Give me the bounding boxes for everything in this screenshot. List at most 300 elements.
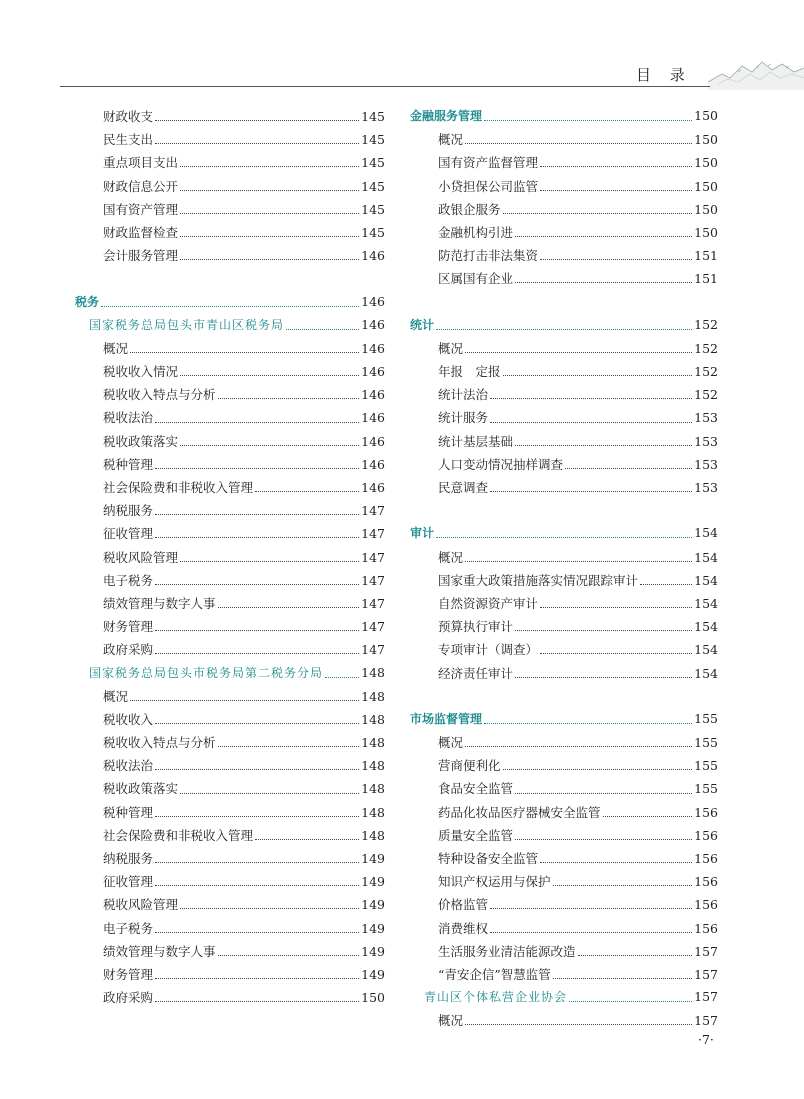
toc-entry-title: “青安企信”智慧监管: [438, 966, 551, 982]
toc-entry-title: 消费维权: [438, 920, 489, 936]
toc-entry[interactable]: [75, 756, 385, 779]
page-header-title: 目 录: [636, 66, 692, 84]
toc-leader-dots: [180, 561, 359, 562]
toc-leader-dots: [180, 908, 359, 909]
toc-entry-title: 财政收支: [103, 109, 154, 124]
toc-entry-title: 特种设备安全监管: [438, 851, 539, 866]
toc-entry[interactable]: [410, 223, 718, 246]
toc-leader-dots: [255, 491, 359, 492]
toc-entry-title: 税收收入: [103, 711, 154, 727]
toc-leader-dots: [465, 561, 692, 562]
toc-entry-title: 税收风险管理: [103, 897, 179, 913]
toc-entry-title: 概况: [438, 340, 464, 356]
toc-leader-dots: [553, 978, 692, 979]
toc-leader-dots: [465, 746, 692, 747]
toc-leader-dots: [490, 422, 692, 423]
toc-entry[interactable]: [410, 362, 718, 385]
toc-page-number: 156: [694, 827, 718, 843]
toc-leader-dots: [490, 908, 692, 909]
toc-leader-dots: [490, 398, 692, 399]
toc-page-number: 149: [361, 874, 385, 890]
toc-page-number: 149: [361, 966, 385, 982]
toc-page-number: 154: [694, 549, 718, 565]
toc-entry[interactable]: [410, 803, 718, 826]
toc-page-number: 156: [694, 851, 718, 866]
toc-page-number: 148: [361, 781, 385, 797]
toc-entry[interactable]: [410, 872, 718, 895]
toc-page-number: 154: [694, 525, 718, 541]
toc-entry[interactable]: [75, 849, 385, 872]
toc-entry-title: 金融机构引进: [438, 224, 514, 240]
toc-leader-dots: [218, 398, 360, 399]
toc-page-number: 145: [361, 132, 385, 148]
toc-entry[interactable]: [75, 524, 385, 547]
toc-left-column: [75, 107, 385, 1011]
toc-page-number: 152: [694, 387, 718, 403]
toc-page-number: 150: [694, 132, 718, 148]
toc-entry[interactable]: [410, 664, 718, 687]
toc-entry-title: 金融服务管理: [410, 109, 483, 123]
toc-entry-title: 防范打击非法集资: [438, 248, 539, 264]
toc-page-number: 153: [694, 456, 718, 472]
toc-leader-dots: [540, 653, 692, 654]
toc-leader-dots: [218, 607, 360, 608]
toc-leader-dots: [155, 978, 359, 979]
toc-entry[interactable]: [410, 455, 718, 478]
toc-page-number: 147: [361, 619, 385, 635]
toc-page-number: 150: [361, 990, 385, 1006]
toc-entry-title: 国有资产监督管理: [438, 155, 539, 171]
toc-entry[interactable]: [410, 408, 718, 431]
toc-entry-title: 统计: [410, 317, 435, 332]
toc-entry-title: 社会保险费和非税收入管理: [103, 827, 254, 843]
toc-entry[interactable]: [75, 455, 385, 478]
toc-page-number: 150: [694, 108, 718, 123]
toc-entry-title: 概况: [438, 1013, 464, 1029]
toc-page-number: 150: [694, 201, 718, 217]
toc-leader-dots: [286, 329, 359, 330]
toc-leader-dots: [155, 653, 359, 654]
toc-entry[interactable]: [410, 339, 718, 362]
toc-page-number: 157: [694, 1013, 718, 1029]
toc-entry-title: 经济责任审计: [438, 665, 514, 681]
toc-leader-dots: [515, 630, 692, 631]
toc-entry[interactable]: [410, 779, 718, 802]
toc-entry-title: 税收收入特点与分析: [103, 387, 216, 403]
toc-entry[interactable]: [75, 548, 385, 571]
toc-page-number: 148: [361, 688, 385, 704]
toc-leader-dots: [640, 584, 692, 585]
toc-entry-title: 纳税服务: [103, 503, 154, 519]
toc-entry-title: 绩效管理与数字人事: [103, 595, 216, 611]
toc-entry-title: 区属国有企业: [438, 271, 514, 287]
toc-leader-dots: [515, 793, 692, 794]
toc-entry[interactable]: [75, 385, 385, 408]
toc-page-number: 150: [694, 155, 718, 171]
toc-entry-title: 统计法治: [438, 387, 489, 403]
section-spacer: [75, 269, 385, 292]
toc-entry[interactable]: [410, 130, 718, 153]
toc-entry[interactable]: [75, 733, 385, 756]
toc-page-number: 149: [361, 851, 385, 866]
toc-leader-dots: [484, 120, 692, 121]
toc-entry-title: 征收管理: [103, 874, 154, 890]
toc-page-number: 152: [694, 340, 718, 356]
toc-leader-dots: [180, 213, 359, 214]
toc-leader-dots: [465, 352, 692, 353]
toc-leader-dots: [155, 422, 359, 423]
toc-leader-dots: [436, 537, 692, 538]
toc-section-entry[interactable]: [410, 316, 718, 339]
toc-entry-title: 税收法治: [103, 410, 154, 426]
toc-leader-dots: [540, 607, 692, 608]
toc-entry[interactable]: [75, 408, 385, 431]
toc-leader-dots: [540, 166, 692, 167]
toc-entry-title: 电子税务: [103, 920, 154, 936]
header-divider: [60, 86, 710, 87]
toc-entry[interactable]: [75, 710, 385, 733]
toc-entry-title: 国家重大政策措施落实情况跟踪审计: [438, 572, 639, 588]
toc-leader-dots: [503, 769, 693, 770]
toc-entry[interactable]: [410, 895, 718, 918]
toc-entry-title: 自然资源资产审计: [438, 595, 539, 611]
toc-page-number: 155: [694, 758, 718, 774]
toc-entry[interactable]: [410, 153, 718, 176]
toc-leader-dots: [155, 932, 359, 933]
toc-leader-dots: [155, 816, 359, 817]
toc-entry-title: 市场监督管理: [410, 711, 483, 726]
toc-subsection-entry[interactable]: [75, 664, 385, 687]
toc-page-number: 150: [694, 178, 718, 194]
toc-entry[interactable]: [410, 571, 718, 594]
toc-entry-title: 政银企服务: [438, 201, 501, 217]
toc-page-number: 146: [361, 248, 385, 264]
toc-page-number: 148: [361, 735, 385, 751]
toc-page-number: 148: [361, 758, 385, 774]
toc-entry[interactable]: [410, 733, 718, 756]
toc-entry-title: 国家税务总局包头市青山区税务局: [89, 317, 285, 332]
toc-page-number: 157: [694, 966, 718, 982]
toc-page-number: 146: [361, 433, 385, 449]
toc-page-number: 151: [694, 248, 718, 264]
toc-section-entry[interactable]: [410, 524, 718, 547]
toc-leader-dots: [180, 259, 359, 260]
toc-leader-dots: [515, 839, 692, 840]
toc-leader-dots: [490, 932, 692, 933]
toc-entry-title: 概况: [438, 132, 464, 148]
toc-entry[interactable]: [75, 339, 385, 362]
toc-entry-title: 财务管理: [103, 619, 154, 635]
toc-entry[interactable]: [75, 478, 385, 501]
toc-leader-dots: [155, 143, 359, 144]
toc-entry-title: 概况: [103, 688, 129, 704]
toc-entry[interactable]: [410, 478, 718, 501]
toc-leader-dots: [218, 746, 360, 747]
toc-entry[interactable]: [75, 153, 385, 176]
toc-entry-title: 民意调查: [438, 480, 489, 495]
toc-page-number: 153: [694, 410, 718, 426]
toc-leader-dots: [180, 236, 359, 237]
toc-entry-title: 审计: [410, 526, 435, 541]
toc-entry-title: 知识产权运用与保护: [438, 874, 551, 890]
toc-entry[interactable]: [410, 826, 718, 849]
section-spacer: [410, 501, 718, 524]
toc-entry[interactable]: [75, 826, 385, 849]
toc-entry-title: 财政监督检查: [103, 224, 179, 240]
toc-entry-title: 药品化妆品医疗器械安全监管: [438, 804, 601, 820]
toc-page-number: 153: [694, 433, 718, 449]
toc-page-number: 150: [694, 224, 718, 240]
toc-leader-dots: [155, 584, 359, 585]
toc-leader-dots: [155, 514, 359, 515]
toc-leader-dots: [540, 190, 692, 191]
toc-entry[interactable]: [75, 617, 385, 640]
toc-section-entry[interactable]: [75, 293, 385, 316]
toc-entry[interactable]: [410, 177, 718, 200]
toc-entry-title: 营商便利化: [438, 758, 501, 774]
toc-page-number: 153: [694, 480, 718, 495]
toc-page-number: 146: [361, 387, 385, 403]
toc-entry[interactable]: [75, 107, 385, 130]
toc-leader-dots: [325, 677, 359, 678]
toc-entry[interactable]: [410, 269, 718, 292]
toc-leader-dots: [465, 143, 692, 144]
toc-entry[interactable]: [75, 779, 385, 802]
toc-leader-dots: [436, 329, 692, 330]
toc-entry[interactable]: [75, 687, 385, 710]
toc-page-number: 156: [694, 920, 718, 936]
toc-entry-title: 税收收入情况: [103, 364, 179, 380]
toc-entry[interactable]: [75, 872, 385, 895]
toc-page-number: 155: [694, 781, 718, 797]
toc-entry[interactable]: [410, 942, 718, 965]
toc-page-number: 147: [361, 503, 385, 519]
toc-subsection-entry[interactable]: [75, 316, 385, 339]
toc-entry-title: 税种管理: [103, 456, 154, 472]
toc-leader-dots: [553, 885, 693, 886]
toc-entry-title: 税收收入特点与分析: [103, 735, 216, 751]
toc-leader-dots: [569, 1001, 692, 1002]
page-number: ·7·: [698, 1032, 714, 1047]
toc-entry[interactable]: [75, 965, 385, 988]
toc-entry-title: 青山区个体私营企业协会: [424, 990, 568, 1005]
toc-entry[interactable]: [75, 895, 385, 918]
toc-page-number: 154: [694, 572, 718, 588]
toc-page-number: 145: [361, 224, 385, 240]
toc-page-number: 145: [361, 201, 385, 217]
toc-entry-title: 社会保险费和非税收入管理: [103, 480, 254, 495]
toc-page-number: 155: [694, 735, 718, 751]
toc-entry[interactable]: [410, 640, 718, 663]
toc-leader-dots: [155, 120, 359, 121]
toc-leader-dots: [130, 700, 359, 701]
toc-leader-dots: [515, 236, 692, 237]
toc-entry[interactable]: [410, 1011, 718, 1034]
toc-page-number: 146: [361, 456, 385, 472]
toc-page-number: 148: [361, 827, 385, 843]
toc-entry[interactable]: [75, 571, 385, 594]
mountain-decoration-icon: [708, 52, 804, 90]
toc-entry-title: 税收政策落实: [103, 781, 179, 797]
toc-page-number: 154: [694, 619, 718, 635]
section-spacer: [410, 687, 718, 710]
toc-entry-title: 统计基层基础: [438, 433, 514, 449]
toc-page-number: 146: [361, 340, 385, 356]
toc-leader-dots: [540, 862, 692, 863]
toc-entry-title: 政府采购: [103, 642, 154, 658]
toc-entry-title: 税收风险管理: [103, 549, 179, 565]
toc-entry[interactable]: [75, 177, 385, 200]
toc-page-number: 145: [361, 178, 385, 194]
toc-leader-dots: [130, 352, 359, 353]
toc-page-number: 148: [361, 804, 385, 820]
toc-leader-dots: [465, 1024, 692, 1025]
toc-page-number: 145: [361, 109, 385, 124]
toc-leader-dots: [503, 213, 693, 214]
toc-entry-title: 统计服务: [438, 410, 489, 426]
toc-leader-dots: [180, 166, 359, 167]
section-spacer: [410, 293, 718, 316]
toc-entry[interactable]: [410, 432, 718, 455]
toc-page-number: 146: [361, 364, 385, 380]
toc-leader-dots: [503, 375, 693, 376]
toc-entry-title: 小贷担保公司监管: [438, 178, 539, 194]
toc-entry[interactable]: [410, 849, 718, 872]
toc-entry-title: 质量安全监管: [438, 827, 514, 843]
toc-page-number: 149: [361, 920, 385, 936]
toc-entry-title: 食品安全监管: [438, 781, 514, 797]
toc-page-number: 149: [361, 943, 385, 959]
toc-entry[interactable]: [410, 594, 718, 617]
toc-entry[interactable]: [410, 756, 718, 779]
toc-page-number: 146: [361, 410, 385, 426]
toc-entry[interactable]: [75, 988, 385, 1011]
toc-page-number: 146: [361, 293, 385, 309]
toc-leader-dots: [540, 259, 692, 260]
toc-leader-dots: [515, 677, 692, 678]
toc-subsection-entry[interactable]: [410, 988, 718, 1011]
toc-leader-dots: [155, 862, 359, 863]
toc-entry-title: 国家税务总局包头市税务局第二税务分局: [89, 665, 324, 680]
toc-leader-dots: [101, 306, 359, 307]
toc-section-entry[interactable]: [410, 107, 718, 130]
toc-leader-dots: [490, 491, 692, 492]
toc-page-number: 149: [361, 897, 385, 913]
toc-entry-title: 纳税服务: [103, 851, 154, 866]
toc-page-number: 147: [361, 595, 385, 611]
toc-entry[interactable]: [75, 130, 385, 153]
toc-leader-dots: [155, 769, 359, 770]
toc-entry[interactable]: [75, 942, 385, 965]
toc-leader-dots: [218, 955, 360, 956]
toc-leader-dots: [155, 885, 359, 886]
toc-leader-dots: [180, 375, 359, 376]
toc-entry-title: 税务: [75, 294, 100, 309]
toc-entry[interactable]: [410, 548, 718, 571]
toc-entry-title: 税种管理: [103, 804, 154, 820]
toc-entry[interactable]: [410, 965, 718, 988]
toc-entry[interactable]: [75, 362, 385, 385]
toc-entry-title: 国有资产管理: [103, 201, 179, 217]
toc-leader-dots: [578, 955, 693, 956]
toc-entry-title: 年报 定报: [438, 364, 501, 380]
toc-page-number: 152: [694, 364, 718, 380]
toc-entry[interactable]: [75, 501, 385, 524]
toc-leader-dots: [155, 537, 359, 538]
toc-entry-title: 概况: [438, 735, 464, 751]
toc-leader-dots: [515, 445, 692, 446]
toc-page-number: 156: [694, 874, 718, 890]
toc-entry-title: 预算执行审计: [438, 619, 514, 635]
toc-entry-title: 财政信息公开: [103, 178, 179, 194]
toc-entry[interactable]: [410, 617, 718, 640]
toc-entry[interactable]: [75, 200, 385, 223]
toc-page-number: 155: [694, 710, 718, 726]
toc-leader-dots: [180, 190, 359, 191]
toc-entry-title: 会计服务管理: [103, 248, 179, 264]
toc-entry[interactable]: [75, 594, 385, 617]
toc-entry[interactable]: [75, 246, 385, 269]
toc-entry-title: 绩效管理与数字人事: [103, 943, 216, 959]
toc-entry-title: 电子税务: [103, 572, 154, 588]
toc-page-number: 157: [694, 989, 718, 1005]
toc-entry[interactable]: [410, 385, 718, 408]
toc-leader-dots: [255, 839, 359, 840]
toc-page-number: 151: [694, 271, 718, 287]
toc-page-number: 147: [361, 642, 385, 658]
toc-entry[interactable]: [75, 803, 385, 826]
toc-page-number: 154: [694, 642, 718, 658]
toc-leader-dots: [155, 468, 359, 469]
toc-right-column: [410, 107, 718, 1035]
toc-entry-title: 税收法治: [103, 758, 154, 774]
toc-entry-title: 征收管理: [103, 526, 154, 542]
toc-entry-title: 民生支出: [103, 132, 154, 148]
toc-entry[interactable]: [75, 432, 385, 455]
toc-leader-dots: [484, 723, 692, 724]
toc-leader-dots: [155, 723, 359, 724]
toc-leader-dots: [603, 816, 693, 817]
toc-page-number: 148: [361, 711, 385, 727]
toc-entry[interactable]: [410, 246, 718, 269]
toc-entry[interactable]: [75, 223, 385, 246]
toc-page-number: 157: [694, 943, 718, 959]
toc-leader-dots: [565, 468, 692, 469]
toc-entry-title: 专项审计（调查）: [438, 642, 539, 658]
toc-entry[interactable]: [75, 919, 385, 942]
toc-page-number: 154: [694, 665, 718, 681]
toc-entry-title: 政府采购: [103, 990, 154, 1006]
toc-leader-dots: [180, 445, 359, 446]
toc-leader-dots: [155, 630, 359, 631]
toc-leader-dots: [180, 793, 359, 794]
toc-entry-title: 财务管理: [103, 966, 154, 982]
toc-entry-title: 重点项目支出: [103, 155, 179, 171]
toc-page-number: 147: [361, 526, 385, 542]
toc-page-number: 156: [694, 897, 718, 913]
toc-entry[interactable]: [410, 200, 718, 223]
toc-section-entry[interactable]: [410, 710, 718, 733]
toc-entry-title: 生活服务业清洁能源改造: [438, 943, 576, 959]
toc-leader-dots: [155, 1001, 359, 1002]
toc-entry-title: 人口变动情况抽样调查: [438, 456, 564, 472]
toc-entry-title: 价格监管: [438, 897, 489, 913]
toc-entry[interactable]: [410, 919, 718, 942]
toc-page-number: 146: [361, 316, 385, 332]
toc-leader-dots: [515, 282, 692, 283]
toc-entry-title: 税收政策落实: [103, 433, 179, 449]
toc-entry[interactable]: [75, 640, 385, 663]
